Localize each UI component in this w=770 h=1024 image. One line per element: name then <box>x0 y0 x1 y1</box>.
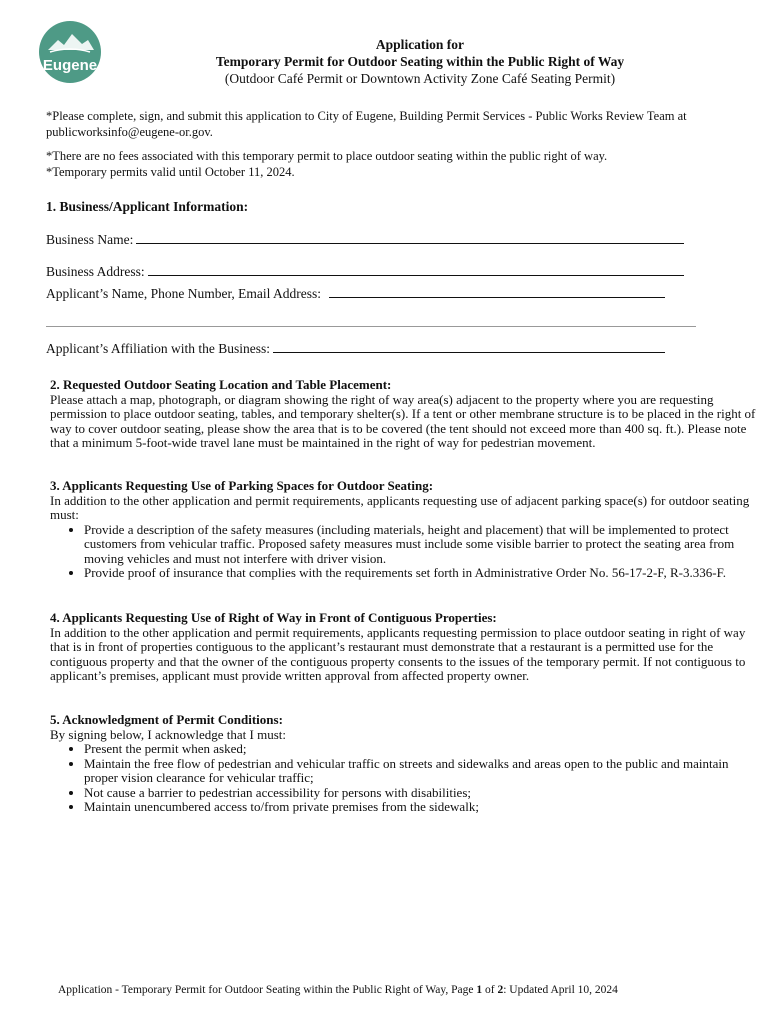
submit-note: *Please complete, sign, and submit this application to City of Eugene, Building Permit Services - Public Works Review Team at publicworksinfo@eugene-or.gov. <box>46 109 687 139</box>
page-footer <box>58 984 718 996</box>
section5-list <box>50 742 756 815</box>
affiliation-line[interactable] <box>273 351 665 353</box>
section1-title: 1. Business/Applicant Information: <box>46 199 249 214</box>
section3-intro: In addition to the other application and permit requirements, applicants requesting use of adjacent parking space(s) for outdoor seating must: <box>50 492 750 522</box>
section3-list <box>50 523 756 581</box>
section3-title: 3. Applicants Requesting Use of Parking Spaces for Outdoor Seating: <box>50 478 434 493</box>
footer-updated: : Updated April 10, 2024 <box>503 984 618 996</box>
business-name-field[interactable] <box>46 232 684 248</box>
section4 <box>50 611 756 684</box>
list-item: • Maintain unencumbered access to/from private premises from the sidewalk; <box>84 800 756 815</box>
section3 <box>50 479 756 581</box>
footer-of: of <box>482 984 498 996</box>
footer-total-pages: 2 <box>497 984 504 996</box>
affiliation-label: Applicant’s Affiliation with the Business: <box>46 341 270 356</box>
section5-intro: By signing below, I acknowledge that I must: <box>50 726 287 742</box>
section4-body: In addition to the other application and permit requirements, applicants requesting permission to place outdoor seating in right of way that is in front of properties contiguous to the applicant’s restaurant must demonstrate that a restaurant is a permitted use for the contiguous property and that the owner of the contiguous property consents to the issues of the temporary permit. If not contiguous to applicant’s premises, applicant must provide written approval from affected property owner. <box>50 624 746 683</box>
list-item: • Maintain the free flow of pedestrian and vehicular traffic on streets and sidewalks and areas open to the public and maintain proper vision clearance for vehicular traffic; <box>84 757 756 786</box>
logo-text: Eugene <box>42 57 98 74</box>
footer-text: Application - Temporary Permit for Outdoor Seating within the Public Right of Way, Page <box>58 984 477 996</box>
affiliation-field[interactable] <box>46 341 665 357</box>
business-address-label: Business Address: <box>46 264 145 279</box>
header-line-1: Application for <box>375 37 465 52</box>
header-line-3: (Outdoor Café Permit or Downtown Activity Zone Café Seating Permit) <box>224 71 616 86</box>
section5-title: 5. Acknowledgment of Permit Conditions: <box>50 712 283 727</box>
eugene-logo <box>38 20 102 84</box>
list-item: • Provide proof of insurance that complies with the requirements set forth in Administrative Order No. 56-17-2-F, R-3.336-F. <box>84 566 756 581</box>
valid-note: *Temporary permits valid until October 11, 2024. <box>46 165 295 179</box>
section4-title: 4. Applicants Requesting Use of Right of Way in Front of Contiguous Properties: <box>50 610 497 625</box>
list-item: • Not cause a barrier to pedestrian accessibility for persons with disabilities; <box>84 786 756 801</box>
applicant-contact-line-2[interactable] <box>46 326 696 327</box>
document-header <box>150 36 690 87</box>
business-address-field[interactable] <box>46 264 684 280</box>
applicant-contact-field[interactable] <box>46 286 665 302</box>
footer-page-number: 1 <box>476 984 483 996</box>
business-name-line[interactable] <box>136 242 684 244</box>
list-item: • Present the permit when asked; <box>84 742 756 757</box>
header-line-2: Temporary Permit for Outdoor Seating within the Public Right of Way <box>215 54 625 69</box>
fees-note: *There are no fees associated with this temporary permit to place outdoor seating within the public right of way. <box>46 149 608 163</box>
section2-body: Please attach a map, photograph, or diagram showing the right of way area(s) adjacent to the property where you are requesting permission to place outdoor seating, tables, and temporary shelter(s). If a tent or other membrane structure is to be placed in the right of way to cover outdoor seating, please show the area that is to be covered (the tent should not exceed more than 400 sq. ft.). Please note that a minimum 5-foot-wide travel lane must be maintained in the right of way for pedestrian movement. <box>50 391 756 450</box>
section5 <box>50 713 756 815</box>
applicant-contact-label: Applicant’s Name, Phone Number, Email Address: <box>46 286 322 301</box>
section2-title: 2. Requested Outdoor Seating Location and Table Placement: <box>50 377 392 392</box>
applicant-contact-line[interactable] <box>329 296 665 298</box>
business-name-label: Business Name: <box>46 232 134 247</box>
section2 <box>50 378 756 451</box>
business-address-line[interactable] <box>148 274 684 276</box>
list-item: • Provide a description of the safety measures (including materials, height and placement) that will be implemented to protect customers from vehicular traffic. Proposed safety measures must include some visible barrier to protect the seating area from moving vehicles and must not interfere with driver vision. <box>84 523 756 567</box>
